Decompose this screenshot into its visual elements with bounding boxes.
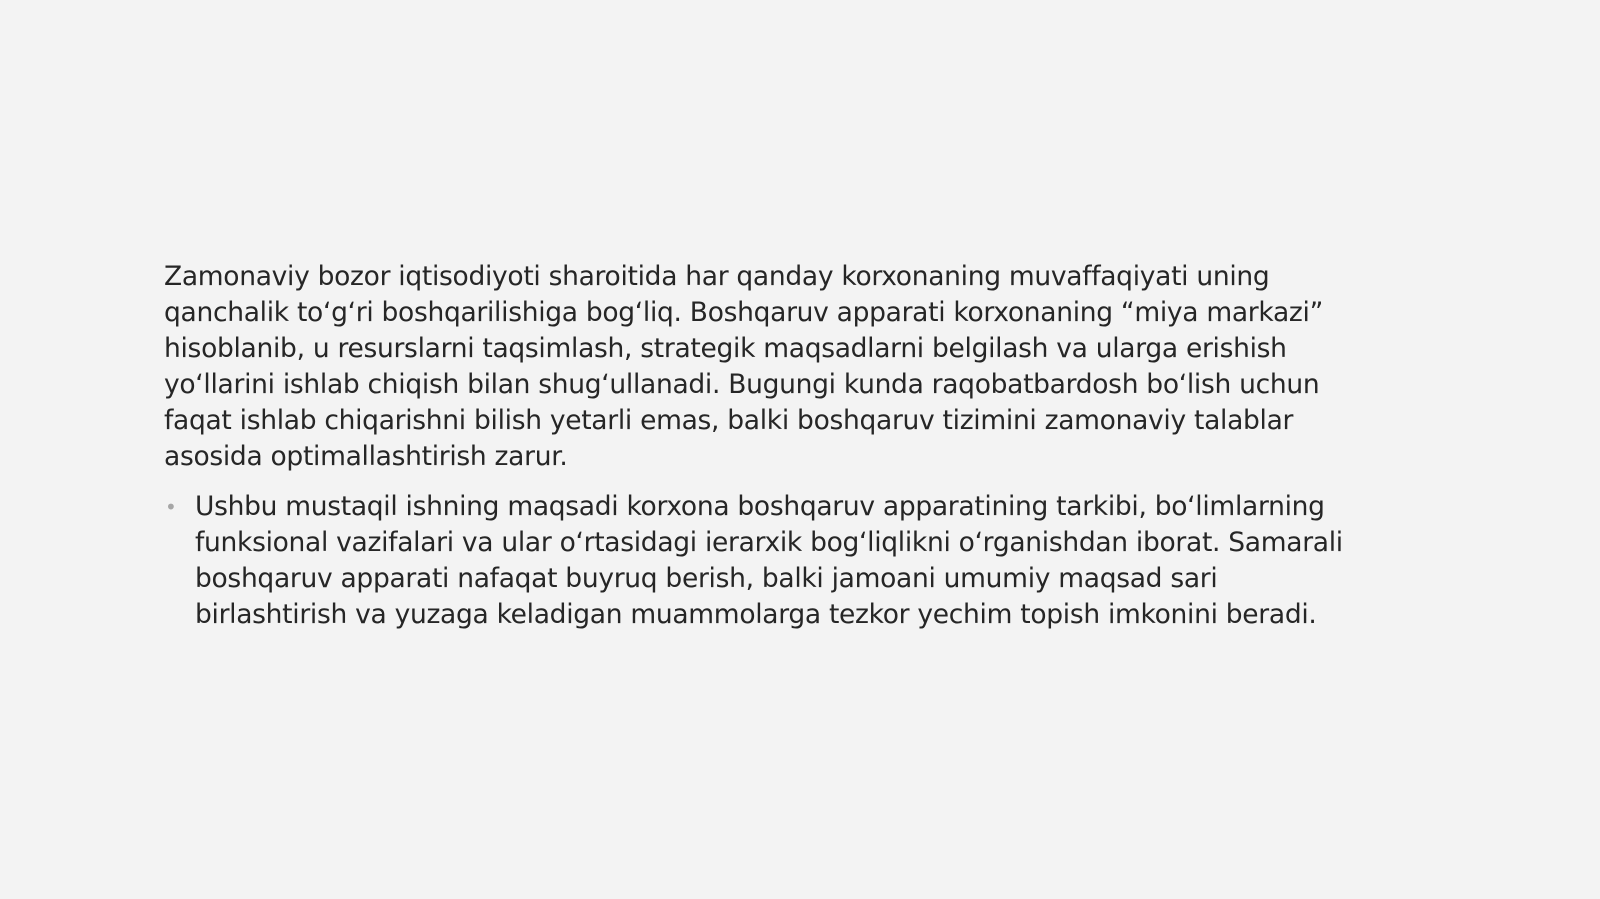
intro-line: qanchalik toʻgʻri boshqarilishiga bogʻliq. Boshqaruv apparati korxonaning “miya markazi”	[164, 297, 1324, 328]
intro-line: yoʻllarini ishlab chiqish bilan shugʻullanadi. Bugungi kunda raqobatbardosh boʻlish uchun	[164, 369, 1320, 400]
intro-paragraph	[164, 259, 1454, 475]
bullet-list-item	[164, 489, 1454, 633]
intro-line: hisoblanib, u resurslarni taqsimlash, strategik maqsadlarni belgilash va ularga erishish	[164, 333, 1287, 364]
bullet-marker-icon: •	[165, 495, 177, 519]
bullet-line: boshqaruv apparati nafaqat buyruq berish, balki jamoani umumiy maqsad sari	[195, 563, 1218, 594]
bullet-line: Ushbu mustaqil ishning maqsadi korxona boshqaruv apparatining tarkibi, boʻlimlarning	[195, 491, 1325, 522]
slide-body	[164, 259, 1454, 633]
intro-line: Zamonaviy bozor iqtisodiyoti sharoitida har qanday korxonaning muvaffaqiyati uning	[164, 261, 1270, 292]
intro-line: asosida optimallashtirish zarur.	[164, 441, 568, 472]
intro-line: faqat ishlab chiqarishni bilish yetarli emas, balki boshqaruv tizimini zamonaviy talablar	[164, 405, 1294, 436]
bullet-line: funksional vazifalari va ular oʻrtasidagi ierarxik bogʻliqlikni oʻrganishdan iborat. Samarali	[195, 527, 1343, 558]
bullet-line: birlashtirish va yuzaga keladigan muammolarga tezkor yechim topish imkonini beradi.	[195, 599, 1317, 630]
